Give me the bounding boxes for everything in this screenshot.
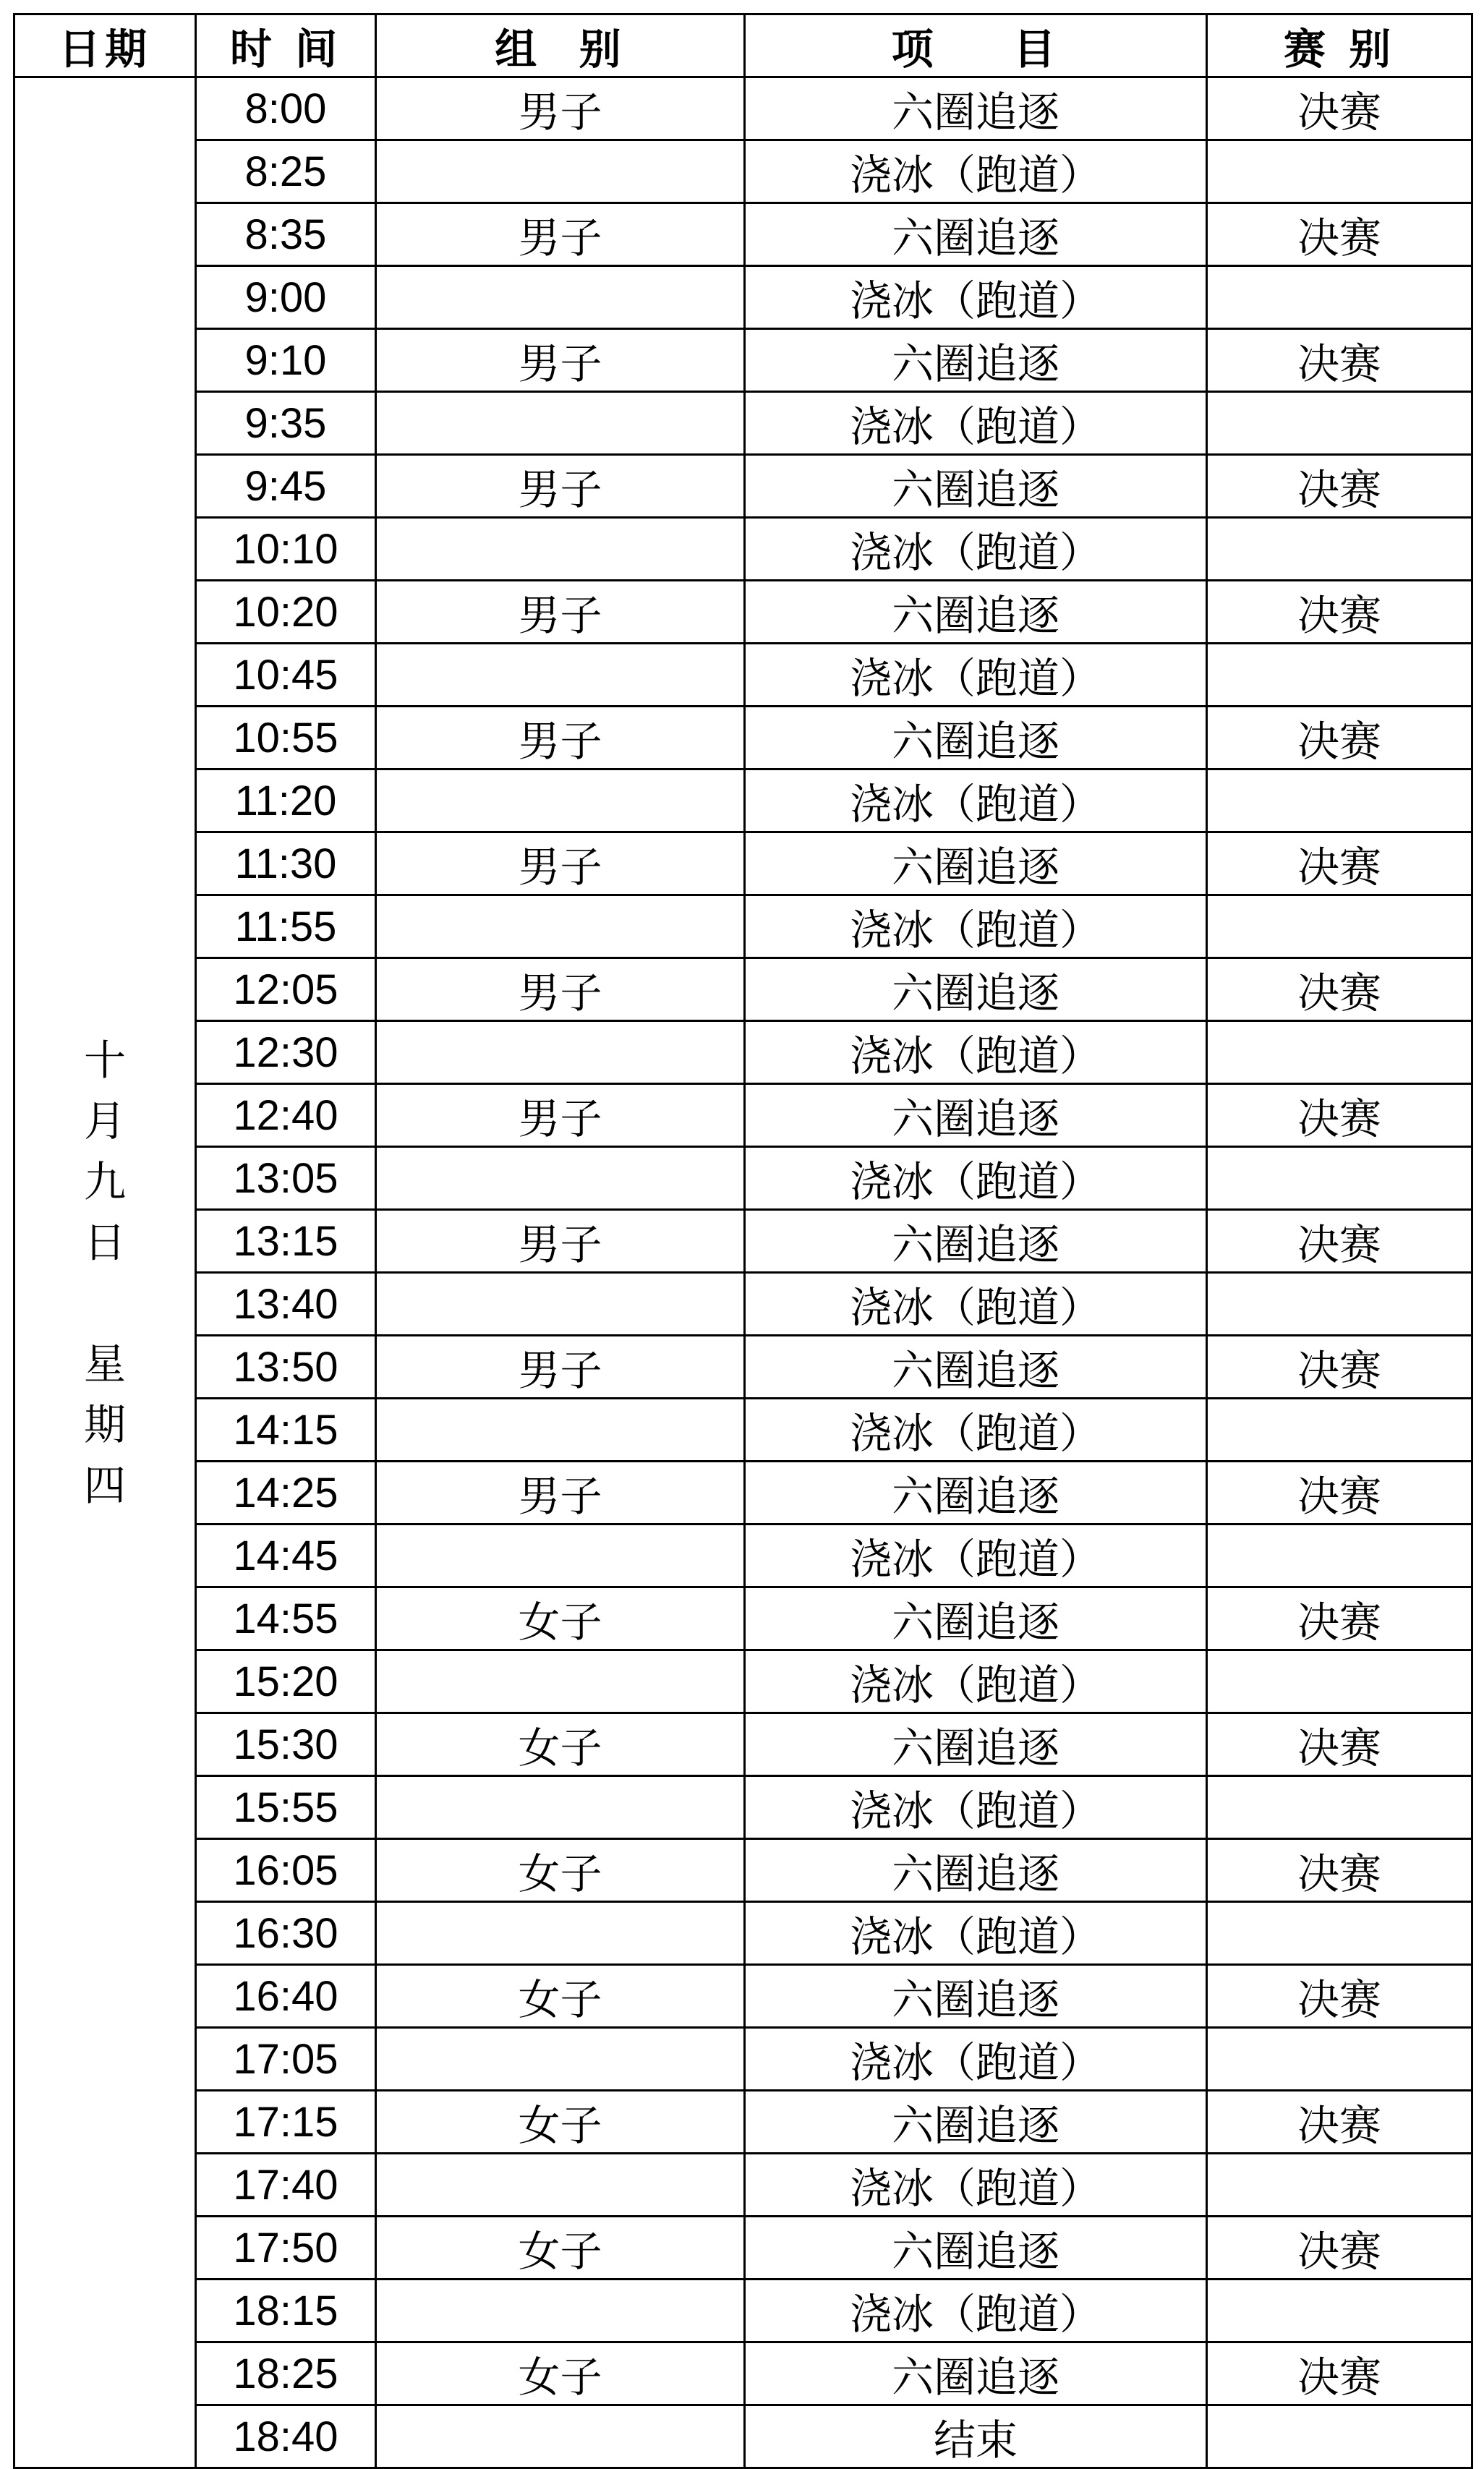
table-row: [14, 1021, 1472, 1084]
round-cell: 决赛: [1207, 203, 1472, 266]
event-cell: 六圈追逐: [745, 77, 1207, 140]
header-date: 日期: [14, 14, 196, 77]
event-cell: 浇冰（跑道）: [745, 2028, 1207, 2091]
round-cell: [1207, 140, 1472, 203]
round-cell: 决赛: [1207, 1587, 1472, 1650]
group-cell: 男子: [376, 455, 745, 518]
event-cell: 六圈追逐: [745, 1084, 1207, 1147]
table-row: [14, 1839, 1472, 1902]
event-cell: 六圈追逐: [745, 1336, 1207, 1399]
table-row: [14, 1965, 1472, 2028]
round-cell: 决赛: [1207, 2091, 1472, 2154]
time-cell: 14:15: [196, 1399, 376, 1462]
event-cell: 浇冰（跑道）: [745, 1902, 1207, 1965]
time-cell: 12:40: [196, 1084, 376, 1147]
weekday-char: 星: [83, 1339, 126, 1389]
group-cell: [376, 1273, 745, 1336]
group-cell: 男子: [376, 958, 745, 1021]
time-cell: 10:20: [196, 581, 376, 644]
table-row: [14, 1399, 1472, 1462]
group-cell: 男子: [376, 832, 745, 895]
round-cell: [1207, 1525, 1472, 1587]
table-row: [14, 2028, 1472, 2091]
time-cell: 16:05: [196, 1839, 376, 1902]
group-cell: [376, 644, 745, 707]
event-cell: 浇冰（跑道）: [745, 266, 1207, 329]
group-cell: [376, 1147, 745, 1210]
round-cell: [1207, 2405, 1472, 2468]
time-cell: 12:05: [196, 958, 376, 1021]
round-cell: 决赛: [1207, 1839, 1472, 1902]
group-cell: 男子: [376, 1084, 745, 1147]
group-cell: 女子: [376, 2217, 745, 2280]
round-cell: [1207, 1147, 1472, 1210]
time-cell: 8:25: [196, 140, 376, 203]
event-cell: 六圈追逐: [745, 455, 1207, 518]
table-row: [14, 266, 1472, 329]
time-cell: 13:40: [196, 1273, 376, 1336]
table-row: [14, 2342, 1472, 2405]
table-row: [14, 2217, 1472, 2280]
event-cell: 六圈追逐: [745, 1462, 1207, 1525]
table-row: [14, 2154, 1472, 2217]
group-cell: [376, 1021, 745, 1084]
round-cell: 决赛: [1207, 2342, 1472, 2405]
event-cell: 浇冰（跑道）: [745, 2154, 1207, 2217]
time-cell: 10:45: [196, 644, 376, 707]
schedule-body: [14, 77, 1472, 2468]
round-cell: 决赛: [1207, 455, 1472, 518]
group-cell: 男子: [376, 77, 745, 140]
event-cell: 结束: [745, 2405, 1207, 2468]
time-cell: 18:25: [196, 2342, 376, 2405]
group-cell: 男子: [376, 1462, 745, 1525]
time-cell: 9:00: [196, 266, 376, 329]
time-cell: 14:25: [196, 1462, 376, 1525]
round-cell: [1207, 1776, 1472, 1839]
time-cell: 16:40: [196, 1965, 376, 2028]
table-row: [14, 518, 1472, 581]
header-time: 时 间: [196, 14, 376, 77]
round-cell: [1207, 1273, 1472, 1336]
header-group: 组 别: [376, 14, 745, 77]
time-cell: 9:35: [196, 392, 376, 455]
round-cell: 决赛: [1207, 2217, 1472, 2280]
table-row: [14, 832, 1472, 895]
time-cell: 15:55: [196, 1776, 376, 1839]
table-row: [14, 203, 1472, 266]
time-cell: 17:50: [196, 2217, 376, 2280]
time-cell: 17:40: [196, 2154, 376, 2217]
round-cell: [1207, 266, 1472, 329]
event-cell: 浇冰（跑道）: [745, 895, 1207, 958]
event-cell: 六圈追逐: [745, 1587, 1207, 1650]
date-char: 十: [83, 1035, 126, 1085]
round-cell: 决赛: [1207, 581, 1472, 644]
event-cell: 浇冰（跑道）: [745, 1650, 1207, 1713]
time-cell: 18:15: [196, 2280, 376, 2342]
time-cell: 8:00: [196, 77, 376, 140]
group-cell: [376, 1902, 745, 1965]
table-row: [14, 455, 1472, 518]
time-cell: 11:20: [196, 769, 376, 832]
event-cell: 浇冰（跑道）: [745, 1273, 1207, 1336]
event-cell: 六圈追逐: [745, 2342, 1207, 2405]
event-cell: 六圈追逐: [745, 2091, 1207, 2154]
group-cell: [376, 1650, 745, 1713]
event-cell: 浇冰（跑道）: [745, 1525, 1207, 1587]
header-event: 项 目: [745, 14, 1207, 77]
event-cell: 六圈追逐: [745, 1713, 1207, 1776]
event-cell: 六圈追逐: [745, 958, 1207, 1021]
group-cell: [376, 266, 745, 329]
time-cell: 18:40: [196, 2405, 376, 2468]
time-cell: 14:55: [196, 1587, 376, 1650]
group-cell: 女子: [376, 1965, 745, 2028]
group-cell: 女子: [376, 2091, 745, 2154]
event-cell: 浇冰（跑道）: [745, 518, 1207, 581]
time-cell: 14:45: [196, 1525, 376, 1587]
group-cell: [376, 140, 745, 203]
table-row: [14, 958, 1472, 1021]
round-cell: 决赛: [1207, 329, 1472, 392]
group-cell: 男子: [376, 707, 745, 769]
table-row: [14, 644, 1472, 707]
date-char: 日: [83, 1217, 126, 1267]
schedule-table: [13, 13, 1473, 2469]
date-cell: [14, 77, 196, 2468]
table-row: [14, 77, 1472, 140]
time-cell: 8:35: [196, 203, 376, 266]
table-row: [14, 2091, 1472, 2154]
round-cell: 决赛: [1207, 1965, 1472, 2028]
time-cell: 15:30: [196, 1713, 376, 1776]
group-cell: [376, 1776, 745, 1839]
table-row: [14, 1084, 1472, 1147]
group-cell: [376, 1399, 745, 1462]
time-cell: 13:50: [196, 1336, 376, 1399]
event-cell: 浇冰（跑道）: [745, 1399, 1207, 1462]
round-cell: 决赛: [1207, 77, 1472, 140]
event-cell: 六圈追逐: [745, 832, 1207, 895]
date-char: 月: [83, 1096, 126, 1146]
round-cell: [1207, 2280, 1472, 2342]
group-cell: [376, 518, 745, 581]
event-cell: 浇冰（跑道）: [745, 1021, 1207, 1084]
group-cell: 男子: [376, 203, 745, 266]
table-row: [14, 769, 1472, 832]
time-cell: 13:15: [196, 1210, 376, 1273]
round-cell: [1207, 769, 1472, 832]
event-cell: 浇冰（跑道）: [745, 140, 1207, 203]
group-cell: [376, 2280, 745, 2342]
group-cell: 男子: [376, 1336, 745, 1399]
round-cell: 决赛: [1207, 832, 1472, 895]
round-cell: [1207, 392, 1472, 455]
event-cell: 六圈追逐: [745, 203, 1207, 266]
table-row: [14, 392, 1472, 455]
table-row: [14, 140, 1472, 203]
time-cell: 13:05: [196, 1147, 376, 1210]
table-row: [14, 1525, 1472, 1587]
group-cell: 女子: [376, 1587, 745, 1650]
time-cell: 10:55: [196, 707, 376, 769]
time-cell: 17:15: [196, 2091, 376, 2154]
group-cell: 女子: [376, 1839, 745, 1902]
round-cell: [1207, 1021, 1472, 1084]
time-cell: 11:30: [196, 832, 376, 895]
table-row: [14, 1336, 1472, 1399]
header-round: 赛 别: [1207, 14, 1472, 77]
table-row: [14, 707, 1472, 769]
date-char: 九: [83, 1156, 126, 1206]
event-cell: 浇冰（跑道）: [745, 392, 1207, 455]
time-cell: 10:10: [196, 518, 376, 581]
round-cell: 决赛: [1207, 707, 1472, 769]
event-cell: 六圈追逐: [745, 707, 1207, 769]
event-cell: 浇冰（跑道）: [745, 1147, 1207, 1210]
table-row: [14, 1650, 1472, 1713]
time-cell: 9:45: [196, 455, 376, 518]
event-cell: 浇冰（跑道）: [745, 644, 1207, 707]
table-row: [14, 1713, 1472, 1776]
table-row: [14, 1273, 1472, 1336]
weekday-char: 期: [83, 1399, 126, 1449]
round-cell: 决赛: [1207, 1336, 1472, 1399]
schedule-header: [14, 14, 1472, 77]
weekday-char: 四: [83, 1460, 126, 1510]
group-cell: [376, 2154, 745, 2217]
table-row: [14, 2280, 1472, 2342]
table-row: [14, 2405, 1472, 2468]
round-cell: 决赛: [1207, 1210, 1472, 1273]
time-cell: 16:30: [196, 1902, 376, 1965]
date-spacer: [15, 1273, 195, 1334]
round-cell: [1207, 644, 1472, 707]
round-cell: 决赛: [1207, 1084, 1472, 1147]
round-cell: [1207, 1399, 1472, 1462]
event-cell: 六圈追逐: [745, 329, 1207, 392]
group-cell: [376, 895, 745, 958]
group-cell: 男子: [376, 581, 745, 644]
table-row: [14, 329, 1472, 392]
event-cell: 六圈追逐: [745, 1965, 1207, 2028]
header-row: [14, 14, 1472, 77]
group-cell: 男子: [376, 329, 745, 392]
round-cell: [1207, 1650, 1472, 1713]
group-cell: [376, 392, 745, 455]
group-cell: [376, 769, 745, 832]
event-cell: 六圈追逐: [745, 1210, 1207, 1273]
group-cell: [376, 2405, 745, 2468]
round-cell: [1207, 2154, 1472, 2217]
event-cell: 浇冰（跑道）: [745, 2280, 1207, 2342]
time-cell: 9:10: [196, 329, 376, 392]
group-cell: 女子: [376, 2342, 745, 2405]
table-row: [14, 1587, 1472, 1650]
group-cell: [376, 1525, 745, 1587]
event-cell: 六圈追逐: [745, 2217, 1207, 2280]
round-cell: 决赛: [1207, 958, 1472, 1021]
table-row: [14, 581, 1472, 644]
group-cell: [376, 2028, 745, 2091]
round-cell: [1207, 518, 1472, 581]
round-cell: [1207, 895, 1472, 958]
event-cell: 浇冰（跑道）: [745, 769, 1207, 832]
event-cell: 六圈追逐: [745, 1839, 1207, 1902]
round-cell: [1207, 2028, 1472, 2091]
group-cell: 男子: [376, 1210, 745, 1273]
table-row: [14, 1147, 1472, 1210]
event-cell: 六圈追逐: [745, 581, 1207, 644]
table-row: [14, 1902, 1472, 1965]
time-cell: 11:55: [196, 895, 376, 958]
round-cell: 决赛: [1207, 1462, 1472, 1525]
group-cell: 女子: [376, 1713, 745, 1776]
table-row: [14, 1776, 1472, 1839]
time-cell: 12:30: [196, 1021, 376, 1084]
table-row: [14, 1462, 1472, 1525]
time-cell: 17:05: [196, 2028, 376, 2091]
round-cell: [1207, 1902, 1472, 1965]
time-cell: 15:20: [196, 1650, 376, 1713]
round-cell: 决赛: [1207, 1713, 1472, 1776]
table-row: [14, 1210, 1472, 1273]
table-row: [14, 895, 1472, 958]
event-cell: 浇冰（跑道）: [745, 1776, 1207, 1839]
